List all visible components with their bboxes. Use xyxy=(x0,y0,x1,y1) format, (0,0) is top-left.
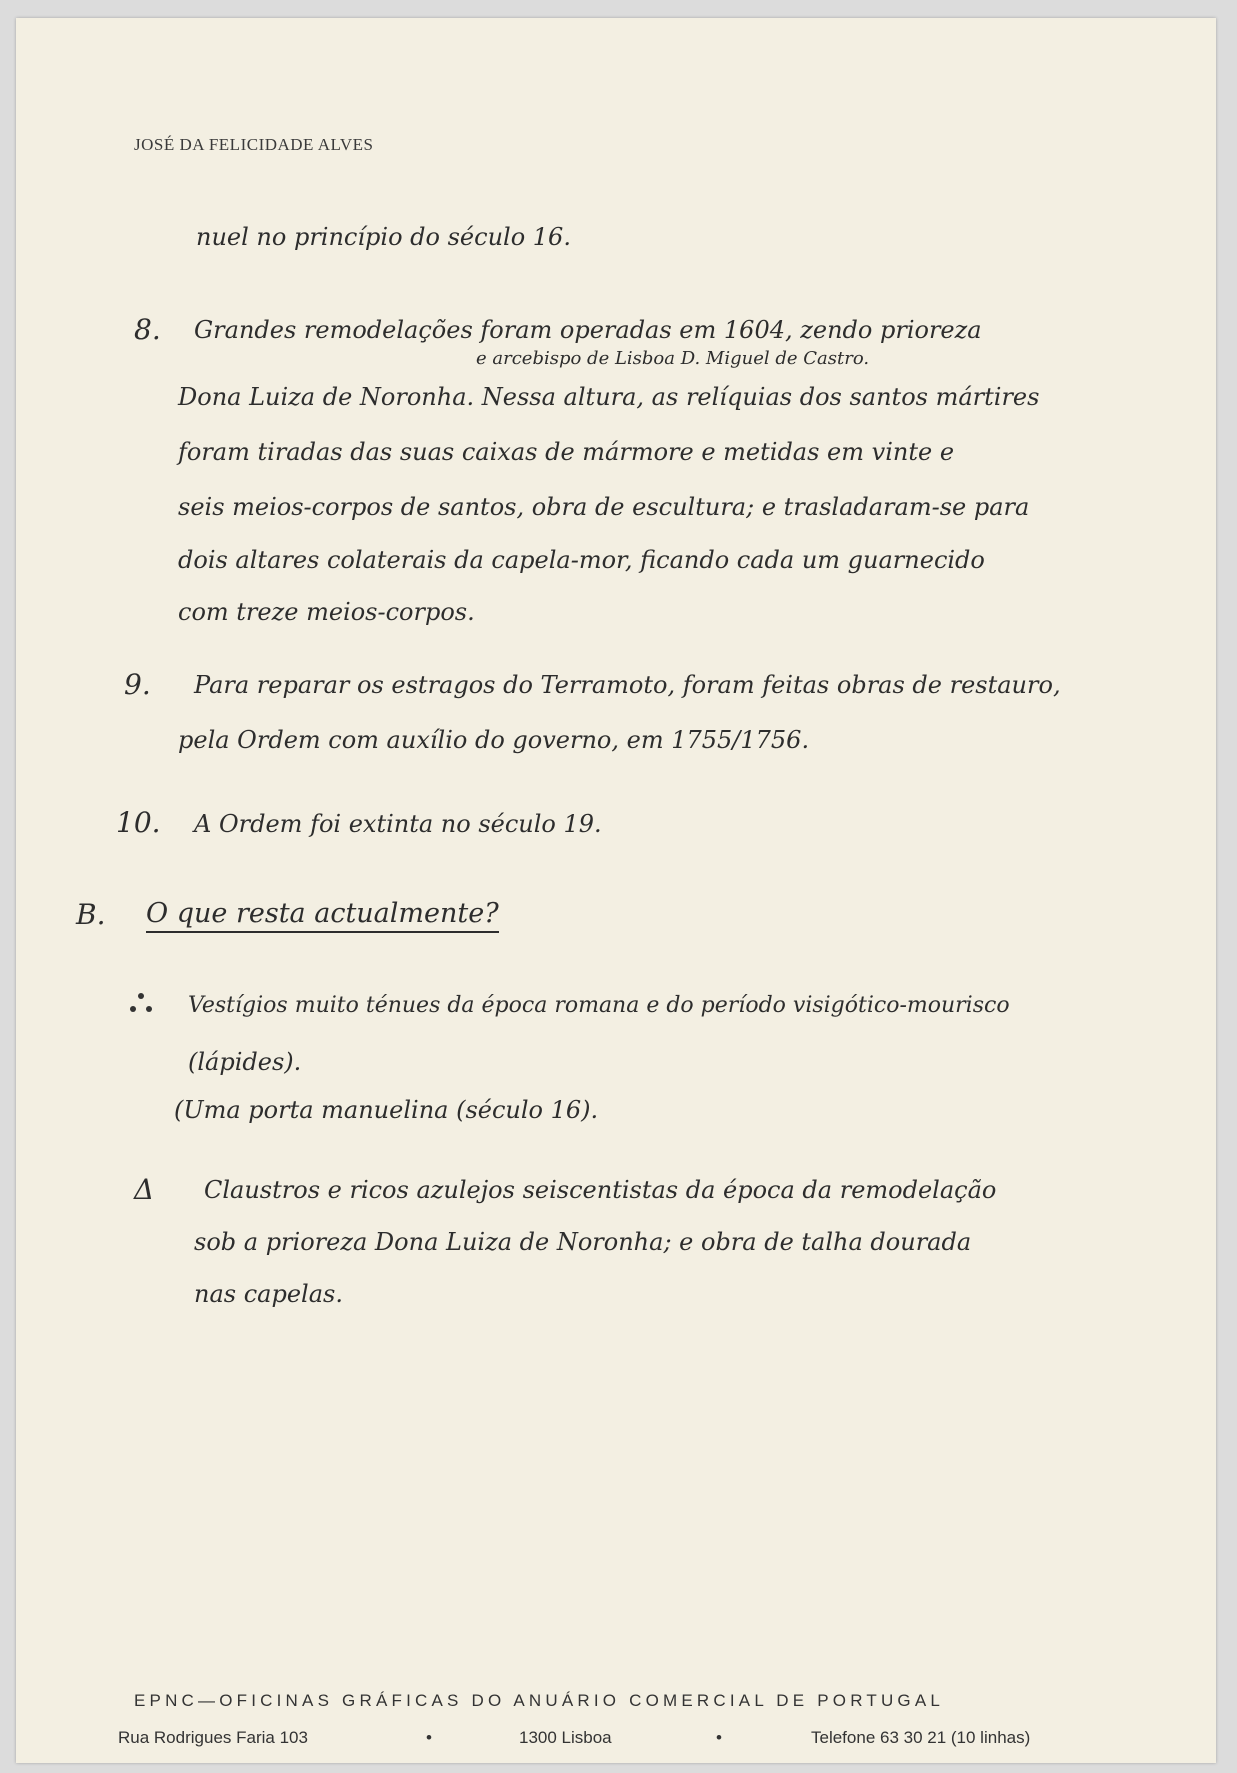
bullet-dot xyxy=(138,993,144,999)
triangle-marker: Δ xyxy=(134,1173,155,1206)
text-line: nuel no princípio do século 16. xyxy=(196,223,571,251)
text-line: seis meios-corpos de santos, obra de escultura; e trasladaram-se para xyxy=(178,493,1030,521)
text-line: sob a prioreza Dona Luiza de Noronha; e obra de talha dourada xyxy=(194,1228,972,1256)
item-number-8: 8. xyxy=(134,313,161,346)
text-line: foram tiradas das suas caixas de mármore e metidas em vinte e xyxy=(178,438,955,466)
separator-dot: • xyxy=(426,1728,432,1747)
text-line: Dona Luiza de Noronha. Nessa altura, as relíquias dos santos mártires xyxy=(178,383,1040,411)
printer-phone: Telefone 63 30 21 (10 linhas) xyxy=(811,1728,1031,1747)
text-line: nas capelas. xyxy=(194,1280,343,1308)
bullet-dot xyxy=(130,1006,136,1012)
text-line: Claustros e ricos azulejos seiscentistas da época da remodelação xyxy=(204,1176,997,1204)
section-heading: O que resta actualmente? xyxy=(146,898,499,933)
author-letterhead: JOSÉ DA FELICIDADE ALVES xyxy=(134,135,374,154)
section-letter-b: B. xyxy=(76,898,106,931)
text-line: Grandes remodelações foram operadas em 1604, zendo prioreza xyxy=(194,316,982,344)
bullet-dot xyxy=(146,1006,152,1012)
interlinear-insert: e arcebispo de Lisboa D. Miguel de Castro. xyxy=(476,348,870,369)
printer-name: EPNC—OFICINAS GRÁFICAS DO ANUÁRIO COMERCIAL DE PORTUGAL xyxy=(134,1691,945,1710)
text-line: Para reparar os estragos do Terramoto, foram feitas obras de restauro, xyxy=(194,671,1061,699)
text-line: dois altares colaterais da capela-mor, ficando cada um guarnecido xyxy=(178,546,985,574)
text-line: com treze meios-corpos. xyxy=(178,598,475,626)
text-line: A Ordem foi extinta no século 19. xyxy=(194,810,602,838)
item-number-9: 9. xyxy=(124,668,151,701)
text-line: (lápides). xyxy=(188,1048,302,1076)
text-line: Vestígios muito ténues da época romana e do período visigótico-mourisco xyxy=(188,993,1010,1018)
text-line: pela Ordem com auxílio do governo, em 1755/1756. xyxy=(178,726,810,754)
item-number-10: 10. xyxy=(116,806,161,839)
printer-city: 1300 Lisboa xyxy=(519,1728,612,1747)
separator-dot: • xyxy=(716,1728,722,1747)
text-line: (Uma porta manuelina (século 16). xyxy=(174,1096,599,1124)
paper-sheet xyxy=(16,18,1216,1763)
printer-street: Rua Rodrigues Faria 103 xyxy=(118,1728,308,1747)
